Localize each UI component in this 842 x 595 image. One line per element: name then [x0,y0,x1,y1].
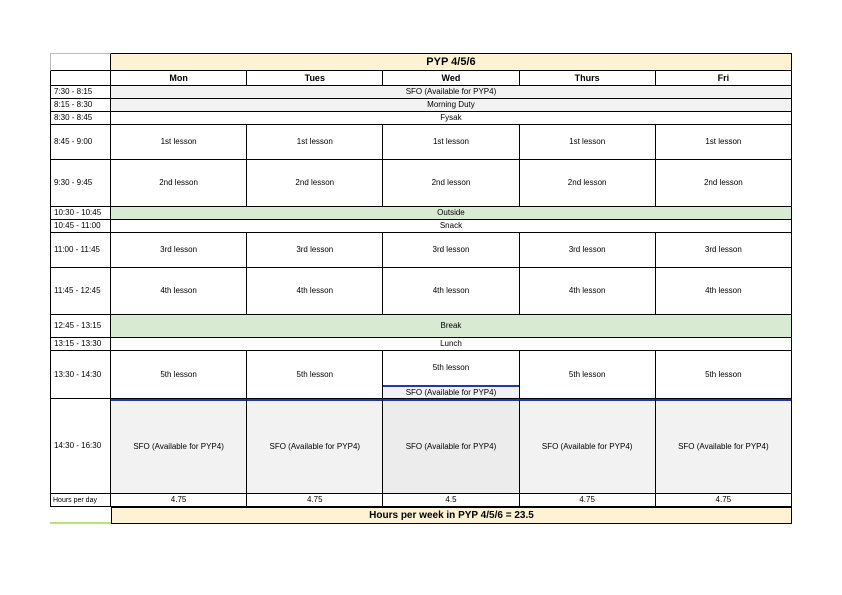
lesson-cell: 3rd lesson [520,233,656,268]
lesson-cell: 2nd lesson [383,160,519,207]
lesson-cell: 5th lesson [111,351,247,399]
sfo-afternoon-cell: SFO (Available for PYP4) [520,399,656,494]
day-tues: Tues [247,71,383,86]
day-wed: Wed [383,71,519,86]
lesson-cell: 1st lesson [383,125,519,160]
hours-per-day-label: Hours per day [50,494,111,507]
day-thurs: Thurs [520,71,656,86]
lesson-cell: 1st lesson [656,125,792,160]
row-outside: Outside [111,207,792,220]
time-cell: 8:30 - 8:45 [50,112,111,125]
hours-value: 4.5 [383,494,519,507]
time-cell: 13:30 - 14:30 [50,351,111,399]
sfo-afternoon-cell: SFO (Available for PYP4) [247,399,383,494]
lesson-cell: 4th lesson [111,268,247,315]
time-cell: 12:45 - 13:15 [50,315,111,338]
lesson-cell: 3rd lesson [247,233,383,268]
lesson-cell: 2nd lesson [520,160,656,207]
lesson-cell: 5th lesson [520,351,656,399]
lesson-cell: 4th lesson [247,268,383,315]
lesson-cell: 3rd lesson [111,233,247,268]
time-cell: 11:00 - 11:45 [50,233,111,268]
time-cell: 8:45 - 9:00 [50,125,111,160]
lesson-cell: 2nd lesson [247,160,383,207]
row-lunch: Lunch [111,338,792,351]
row-fysak: Fysak [111,112,792,125]
wed-sfo-cell: SFO (Available for PYP4) [383,385,518,398]
day-header-blank [50,71,111,86]
lesson-cell: 1st lesson [520,125,656,160]
time-cell: 10:30 - 10:45 [50,207,111,220]
time-cell: 14:30 - 16:30 [50,399,111,494]
lesson-cell: 5th lesson [432,363,470,372]
lesson-cell: 5th lesson [247,351,383,399]
row-morning-duty: Morning Duty [111,99,792,112]
lesson-cell: 5th lesson [656,351,792,399]
sfo-afternoon-cell: SFO (Available for PYP4) [383,399,519,494]
lesson-cell: 1st lesson [247,125,383,160]
lesson-cell: 1st lesson [111,125,247,160]
row-sfo-morning: SFO (Available for PYP4) [111,86,792,99]
weekly-total: Hours per week in PYP 4/5/6 = 23.5 [111,507,792,524]
day-mon: Mon [111,71,247,86]
lesson-cell: 2nd lesson [656,160,792,207]
hours-value: 4.75 [111,494,247,507]
sfo-afternoon-cell: SFO (Available for PYP4) [656,399,792,494]
hours-value: 4.75 [656,494,792,507]
weekly-blank [50,507,111,524]
lesson-cell: 3rd lesson [383,233,519,268]
time-cell: 7:30 - 8:15 [50,86,111,99]
timetable-title: PYP 4/5/6 [111,53,792,71]
lesson-cell: 4th lesson [520,268,656,315]
sfo-afternoon-cell: SFO (Available for PYP4) [111,399,247,494]
time-cell: 11:45 - 12:45 [50,268,111,315]
timetable [50,53,792,524]
day-fri: Fri [656,71,792,86]
lesson-cell: 4th lesson [656,268,792,315]
time-cell: 9:30 - 9:45 [50,160,111,207]
lesson-cell: 2nd lesson [111,160,247,207]
time-cell: 8:15 - 8:30 [50,99,111,112]
corner-cell [50,53,111,71]
row-snack: Snack [111,220,792,233]
time-cell: 13:15 - 13:30 [50,338,111,351]
hours-value: 4.75 [520,494,656,507]
time-cell: 10:45 - 11:00 [50,220,111,233]
wed-split-cell [383,351,519,399]
hours-value: 4.75 [247,494,383,507]
lesson-cell: 3rd lesson [656,233,792,268]
lesson-cell: 4th lesson [383,268,519,315]
row-break: Break [111,315,792,338]
